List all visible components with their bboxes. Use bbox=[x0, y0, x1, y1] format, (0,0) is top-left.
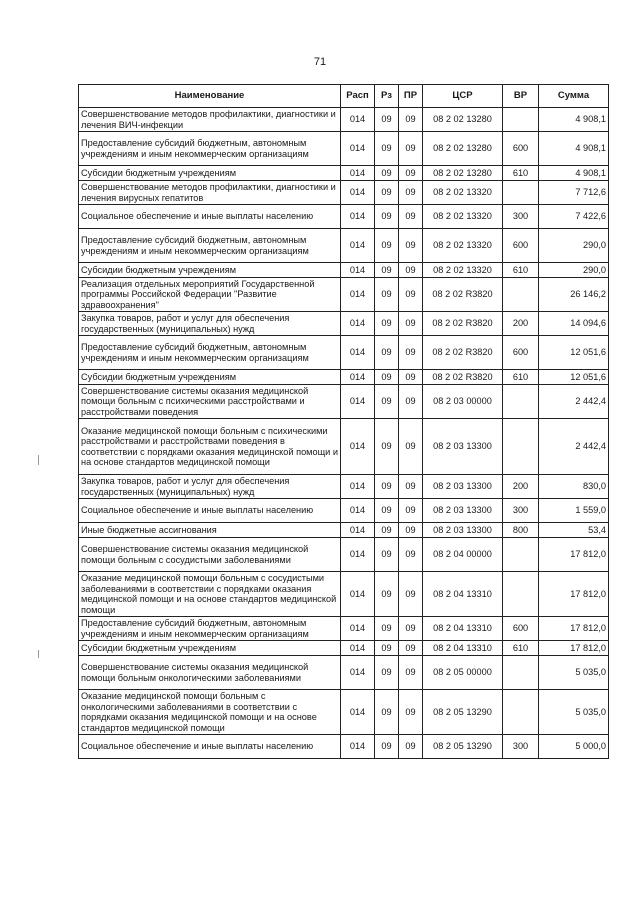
cell-rasp: 014 bbox=[341, 475, 375, 499]
scan-mark bbox=[38, 650, 39, 658]
cell-csr: 08 2 02 13280 bbox=[423, 166, 503, 181]
table-row bbox=[79, 572, 609, 617]
cell-vr: 600 bbox=[503, 132, 539, 166]
cell-csr: 08 2 04 13310 bbox=[423, 617, 503, 641]
cell-rz: 09 bbox=[375, 617, 399, 641]
cell-rasp: 014 bbox=[341, 263, 375, 278]
cell-sum: 4 908,1 bbox=[539, 132, 609, 166]
cell-sum: 4 908,1 bbox=[539, 166, 609, 181]
cell-rasp: 014 bbox=[341, 499, 375, 523]
table-row bbox=[79, 419, 609, 475]
cell-rasp: 014 bbox=[341, 690, 375, 735]
cell-sum: 17 812,0 bbox=[539, 641, 609, 656]
cell-vr bbox=[503, 572, 539, 617]
cell-rz: 09 bbox=[375, 499, 399, 523]
cell-name: Реализация отдельных мероприятий Государственной программы Российской Федерации "Развитие здравоохранения" bbox=[79, 278, 341, 312]
cell-vr: 600 bbox=[503, 336, 539, 370]
cell-rz: 09 bbox=[375, 690, 399, 735]
table-row bbox=[79, 617, 609, 641]
cell-rasp: 014 bbox=[341, 278, 375, 312]
cell-sum: 7 422,6 bbox=[539, 205, 609, 229]
cell-name: Социальное обеспечение и иные выплаты населению bbox=[79, 735, 341, 759]
cell-rasp: 014 bbox=[341, 336, 375, 370]
cell-vr bbox=[503, 108, 539, 132]
table-row bbox=[79, 166, 609, 181]
cell-rz: 09 bbox=[375, 205, 399, 229]
cell-csr: 08 2 02 R3820 bbox=[423, 278, 503, 312]
cell-pr: 09 bbox=[399, 132, 423, 166]
cell-vr: 610 bbox=[503, 370, 539, 385]
table-row bbox=[79, 132, 609, 166]
table-row bbox=[79, 656, 609, 690]
table-row bbox=[79, 370, 609, 385]
cell-csr: 08 2 02 13320 bbox=[423, 181, 503, 205]
cell-vr: 610 bbox=[503, 641, 539, 656]
cell-rasp: 014 bbox=[341, 370, 375, 385]
cell-pr: 09 bbox=[399, 475, 423, 499]
cell-pr: 09 bbox=[399, 166, 423, 181]
cell-rasp: 014 bbox=[341, 385, 375, 419]
cell-name: Закупка товаров, работ и услуг для обеспечения государственных (муниципальных) нужд bbox=[79, 475, 341, 499]
cell-pr: 09 bbox=[399, 538, 423, 572]
cell-rasp: 014 bbox=[341, 572, 375, 617]
cell-rz: 09 bbox=[375, 572, 399, 617]
cell-sum: 17 812,0 bbox=[539, 572, 609, 617]
cell-rasp: 014 bbox=[341, 538, 375, 572]
header-name: Наименование bbox=[79, 85, 341, 108]
page-number: 71 bbox=[313, 56, 327, 68]
cell-name: Предоставление субсидий бюджетным, автономным учреждениям и иным некоммерческим организациям bbox=[79, 336, 341, 370]
cell-sum: 2 442,4 bbox=[539, 385, 609, 419]
table-row bbox=[79, 263, 609, 278]
cell-rasp: 014 bbox=[341, 108, 375, 132]
cell-csr: 08 2 04 13310 bbox=[423, 572, 503, 617]
header-vr: ВР bbox=[503, 85, 539, 108]
cell-name: Субсидии бюджетным учреждениям bbox=[79, 166, 341, 181]
cell-pr: 09 bbox=[399, 263, 423, 278]
header-rasp: Расп bbox=[341, 85, 375, 108]
table-row bbox=[79, 475, 609, 499]
cell-csr: 08 2 02 R3820 bbox=[423, 370, 503, 385]
cell-vr: 600 bbox=[503, 617, 539, 641]
cell-vr bbox=[503, 181, 539, 205]
cell-csr: 08 2 02 13320 bbox=[423, 229, 503, 263]
table-header-row bbox=[79, 85, 609, 108]
cell-csr: 08 2 02 13320 bbox=[423, 263, 503, 278]
cell-rz: 09 bbox=[375, 312, 399, 336]
cell-rasp: 014 bbox=[341, 181, 375, 205]
cell-csr: 08 2 03 13300 bbox=[423, 523, 503, 538]
cell-pr: 09 bbox=[399, 617, 423, 641]
cell-csr: 08 2 04 00000 bbox=[423, 538, 503, 572]
cell-pr: 09 bbox=[399, 499, 423, 523]
cell-name: Социальное обеспечение и иные выплаты населению bbox=[79, 205, 341, 229]
cell-rz: 09 bbox=[375, 336, 399, 370]
cell-vr: 610 bbox=[503, 263, 539, 278]
table-row bbox=[79, 641, 609, 656]
cell-rz: 09 bbox=[375, 263, 399, 278]
cell-name: Предоставление субсидий бюджетным, автономным учреждениям и иным некоммерческим организациям bbox=[79, 132, 341, 166]
cell-sum: 4 908,1 bbox=[539, 108, 609, 132]
cell-pr: 09 bbox=[399, 336, 423, 370]
cell-vr: 300 bbox=[503, 499, 539, 523]
cell-rz: 09 bbox=[375, 735, 399, 759]
cell-sum: 290,0 bbox=[539, 229, 609, 263]
cell-pr: 09 bbox=[399, 108, 423, 132]
cell-rz: 09 bbox=[375, 181, 399, 205]
cell-rasp: 014 bbox=[341, 735, 375, 759]
cell-sum: 53,4 bbox=[539, 523, 609, 538]
cell-sum: 17 812,0 bbox=[539, 538, 609, 572]
cell-csr: 08 2 02 R3820 bbox=[423, 336, 503, 370]
cell-name: Социальное обеспечение и иные выплаты населению bbox=[79, 499, 341, 523]
cell-rz: 09 bbox=[375, 229, 399, 263]
cell-rz: 09 bbox=[375, 370, 399, 385]
cell-csr: 08 2 02 13280 bbox=[423, 108, 503, 132]
cell-rasp: 014 bbox=[341, 523, 375, 538]
table-row bbox=[79, 336, 609, 370]
cell-csr: 08 2 03 13300 bbox=[423, 419, 503, 475]
cell-vr bbox=[503, 656, 539, 690]
cell-pr: 09 bbox=[399, 690, 423, 735]
cell-pr: 09 bbox=[399, 523, 423, 538]
cell-csr: 08 2 05 00000 bbox=[423, 656, 503, 690]
cell-rasp: 014 bbox=[341, 312, 375, 336]
cell-name: Оказание медицинской помощи больным с онкологическими заболеваниями в соответствии с порядками оказания медицинской помощи и на основе стандартов медицинской помощи bbox=[79, 690, 341, 735]
cell-name: Субсидии бюджетным учреждениям bbox=[79, 263, 341, 278]
table-row bbox=[79, 385, 609, 419]
cell-rz: 09 bbox=[375, 475, 399, 499]
table-row bbox=[79, 538, 609, 572]
cell-vr bbox=[503, 690, 539, 735]
cell-csr: 08 2 03 13300 bbox=[423, 475, 503, 499]
cell-rz: 09 bbox=[375, 523, 399, 538]
cell-name: Предоставление субсидий бюджетным, автономным учреждениям и иным некоммерческим организациям bbox=[79, 229, 341, 263]
cell-pr: 09 bbox=[399, 205, 423, 229]
cell-vr: 600 bbox=[503, 229, 539, 263]
cell-csr: 08 2 02 13320 bbox=[423, 205, 503, 229]
table-row bbox=[79, 523, 609, 538]
cell-vr bbox=[503, 278, 539, 312]
cell-name: Совершенствование методов профилактики, диагностики и лечения ВИЧ-инфекции bbox=[79, 108, 341, 132]
cell-csr: 08 2 05 13290 bbox=[423, 690, 503, 735]
cell-name: Субсидии бюджетным учреждениям bbox=[79, 370, 341, 385]
cell-sum: 5 035,0 bbox=[539, 656, 609, 690]
cell-rasp: 014 bbox=[341, 205, 375, 229]
cell-vr: 200 bbox=[503, 312, 539, 336]
cell-rasp: 014 bbox=[341, 656, 375, 690]
cell-csr: 08 2 04 13310 bbox=[423, 641, 503, 656]
cell-name: Предоставление субсидий бюджетным, автономным учреждениям и иным некоммерческим организациям bbox=[79, 617, 341, 641]
cell-sum: 830,0 bbox=[539, 475, 609, 499]
cell-sum: 17 812,0 bbox=[539, 617, 609, 641]
cell-rz: 09 bbox=[375, 538, 399, 572]
cell-sum: 5 035,0 bbox=[539, 690, 609, 735]
cell-sum: 26 146,2 bbox=[539, 278, 609, 312]
header-csr: ЦСР bbox=[423, 85, 503, 108]
header-sum: Сумма bbox=[539, 85, 609, 108]
cell-rasp: 014 bbox=[341, 419, 375, 475]
cell-rasp: 014 bbox=[341, 617, 375, 641]
cell-name: Совершенствование системы оказания медицинской помощи больным с сосудистыми заболеваниями bbox=[79, 538, 341, 572]
cell-pr: 09 bbox=[399, 312, 423, 336]
table-row bbox=[79, 278, 609, 312]
cell-pr: 09 bbox=[399, 385, 423, 419]
cell-vr: 610 bbox=[503, 166, 539, 181]
cell-sum: 1 559,0 bbox=[539, 499, 609, 523]
cell-rz: 09 bbox=[375, 656, 399, 690]
cell-csr: 08 2 02 R3820 bbox=[423, 312, 503, 336]
cell-pr: 09 bbox=[399, 572, 423, 617]
cell-name: Оказание медицинской помощи больным с психическими расстройствами и расстройствами поведения в соответствии с порядками оказания медицинской помощи и на основе стандартов медицинской помощи bbox=[79, 419, 341, 475]
cell-vr: 300 bbox=[503, 205, 539, 229]
cell-rasp: 014 bbox=[341, 229, 375, 263]
cell-name: Совершенствование системы оказания медицинской помощи больным с психическими расстройствами и расстройствами поведения bbox=[79, 385, 341, 419]
table-row bbox=[79, 735, 609, 759]
cell-name: Закупка товаров, работ и услуг для обеспечения государственных (муниципальных) нужд bbox=[79, 312, 341, 336]
cell-vr bbox=[503, 419, 539, 475]
table-row bbox=[79, 229, 609, 263]
cell-rasp: 014 bbox=[341, 641, 375, 656]
header-rz: Рз bbox=[375, 85, 399, 108]
cell-sum: 2 442,4 bbox=[539, 419, 609, 475]
cell-rz: 09 bbox=[375, 132, 399, 166]
cell-csr: 08 2 02 13280 bbox=[423, 132, 503, 166]
table-row bbox=[79, 108, 609, 132]
cell-sum: 12 051,6 bbox=[539, 336, 609, 370]
cell-vr: 300 bbox=[503, 735, 539, 759]
cell-vr: 800 bbox=[503, 523, 539, 538]
cell-rz: 09 bbox=[375, 385, 399, 419]
cell-vr bbox=[503, 385, 539, 419]
cell-csr: 08 2 03 13300 bbox=[423, 499, 503, 523]
scan-mark bbox=[38, 455, 39, 465]
cell-sum: 14 094,6 bbox=[539, 312, 609, 336]
table-row bbox=[79, 181, 609, 205]
cell-name: Совершенствование методов профилактики, диагностики и лечения вирусных гепатитов bbox=[79, 181, 341, 205]
cell-pr: 09 bbox=[399, 278, 423, 312]
table-row bbox=[79, 205, 609, 229]
cell-pr: 09 bbox=[399, 419, 423, 475]
cell-csr: 08 2 03 00000 bbox=[423, 385, 503, 419]
cell-pr: 09 bbox=[399, 229, 423, 263]
cell-pr: 09 bbox=[399, 735, 423, 759]
cell-rasp: 014 bbox=[341, 132, 375, 166]
cell-rz: 09 bbox=[375, 166, 399, 181]
table-row bbox=[79, 690, 609, 735]
cell-name: Иные бюджетные ассигнования bbox=[79, 523, 341, 538]
table-row bbox=[79, 499, 609, 523]
cell-sum: 12 051,6 bbox=[539, 370, 609, 385]
cell-rz: 09 bbox=[375, 108, 399, 132]
cell-pr: 09 bbox=[399, 181, 423, 205]
cell-csr: 08 2 05 13290 bbox=[423, 735, 503, 759]
cell-rz: 09 bbox=[375, 278, 399, 312]
header-pr: ПР bbox=[399, 85, 423, 108]
cell-rz: 09 bbox=[375, 641, 399, 656]
cell-sum: 290,0 bbox=[539, 263, 609, 278]
cell-rasp: 014 bbox=[341, 166, 375, 181]
cell-sum: 7 712,6 bbox=[539, 181, 609, 205]
cell-name: Совершенствование системы оказания медицинской помощи больным онкологическими заболеваниями bbox=[79, 656, 341, 690]
cell-pr: 09 bbox=[399, 641, 423, 656]
cell-name: Субсидии бюджетным учреждениям bbox=[79, 641, 341, 656]
cell-pr: 09 bbox=[399, 370, 423, 385]
cell-vr: 200 bbox=[503, 475, 539, 499]
cell-rz: 09 bbox=[375, 419, 399, 475]
cell-sum: 5 000,0 bbox=[539, 735, 609, 759]
budget-table bbox=[78, 84, 609, 759]
cell-name: Оказание медицинской помощи больным с сосудистыми заболеваниями в соответствии с порядками оказания медицинской помощи и на основе стандартов медицинской помощи bbox=[79, 572, 341, 617]
cell-vr bbox=[503, 538, 539, 572]
cell-pr: 09 bbox=[399, 656, 423, 690]
table-row bbox=[79, 312, 609, 336]
